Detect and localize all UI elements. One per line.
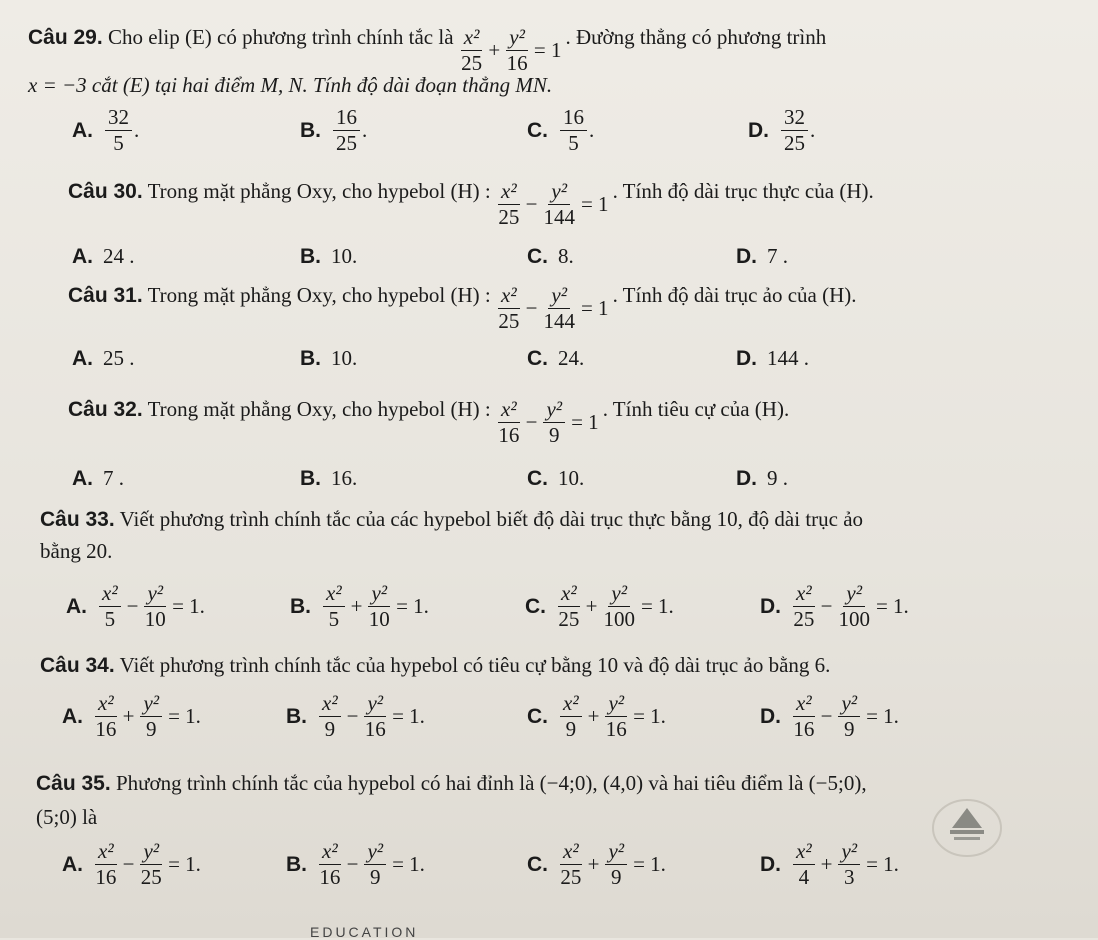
question-text: Cho elip (E) có phương trình chính tắc là [107, 25, 454, 49]
question-text-cont: . Tính độ dài trục ảo của (H). [612, 283, 857, 307]
equation: $\frac{\text{x²}}{25}$ − $\frac{\text{y²}}{144}$ = 1 [498, 283, 609, 334]
q29-option-b[interactable]: B. $\frac{16}{25}$ . [300, 105, 368, 156]
q32-option-b[interactable]: B. 16. [300, 466, 358, 490]
q30-option-c[interactable]: C. 8. [527, 244, 574, 268]
question-31 [68, 282, 857, 333]
q29-option-c[interactable]: C. $\frac{16}{5}$ . [527, 105, 595, 156]
q31-option-d[interactable]: D. 144 . [736, 346, 809, 370]
q35-option-b[interactable]: B. $\frac{\text{x²}}{16}$ − $\frac{\text{y²}}{9}$ = 1. [286, 839, 425, 890]
q30-option-a[interactable]: A. 24 . [72, 244, 135, 268]
question-29 [28, 24, 826, 75]
question-text: Trong mặt phẳng Oxy, cho hypebol (H) : [147, 397, 491, 421]
q30-option-b[interactable]: B. 10. [300, 244, 358, 268]
q35-option-d[interactable]: D. $\frac{\text{x²}}{4}$ + $\frac{\text{y²}}{3}$ = 1. [760, 839, 899, 890]
question-number: Câu 31. [68, 284, 143, 307]
equation: $\frac{\text{x²}}{16}$ − $\frac{\text{y²}}{9}$ = 1 [498, 397, 599, 448]
question-text: Viết phương trình chính tắc của các hypebol biết độ dài trục thực bằng 10, độ dài trục ảo [119, 507, 864, 531]
q31-option-a[interactable]: A. 25 . [72, 346, 135, 370]
q33-option-a[interactable]: A. $\frac{\text{x²}}{5}$ − $\frac{\text{y²}}{10}$ = 1. [66, 581, 205, 632]
question-32 [68, 396, 789, 447]
q31-option-c[interactable]: C. 24. [527, 346, 585, 370]
question-number: Câu 35. [36, 772, 111, 795]
question-text-cont: . Tính tiêu cự của (H). [602, 397, 790, 421]
question-text-cont: . Đường thẳng có phương trình [565, 25, 827, 49]
question-33 [40, 506, 863, 533]
q32-option-d[interactable]: D. 9 . [736, 466, 788, 490]
q29-option-a[interactable]: A. $\frac{32}{5}$ . [72, 105, 140, 156]
question-text: Trong mặt phẳng Oxy, cho hypebol (H) : [147, 179, 491, 203]
equation: $\frac{\text{x²}}{25}$ − $\frac{\text{y²}}{144}$ = 1 [498, 179, 609, 230]
q35-option-a[interactable]: A. $\frac{\text{x²}}{16}$ − $\frac{\text{y²}}{25}$ = 1. [62, 839, 201, 890]
question-text: Viết phương trình chính tắc của hypebol có tiêu cự bằng 10 và độ dài trục ảo bằng 6. [119, 653, 831, 677]
question-29-line2: x = −3 cắt (E) tại hai điểm M, N. Tính độ dài đoạn thẳng MN. [28, 73, 553, 97]
equation: $\frac{\text{x²}}{25}$ + $\frac{\text{y²}}{16}$ = 1 [461, 25, 562, 76]
q34-option-c[interactable]: C. $\frac{\text{x²}}{9}$ + $\frac{\text{y²}}{16}$ = 1. [527, 691, 666, 742]
question-35 [36, 770, 867, 797]
school-logo-icon [930, 798, 1004, 858]
q29-option-d[interactable]: D. $\frac{32}{25}$ . [748, 105, 816, 156]
question-number: Câu 32. [68, 398, 143, 421]
question-number: Câu 30. [68, 180, 143, 203]
question-35-line2: (5;0) là [36, 805, 98, 829]
question-text: Trong mặt phẳng Oxy, cho hypebol (H) : [147, 283, 491, 307]
question-34 [40, 652, 830, 679]
question-33-line2: bằng 20. [40, 539, 113, 563]
question-number: Câu 34. [40, 654, 115, 677]
question-text: Phương trình chính tắc của hypebol có hai đỉnh là (−4;0), (4,0) và hai tiêu điểm là (−5;0), [115, 771, 867, 795]
question-text-cont: . Tính độ dài trục thực của (H). [612, 179, 874, 203]
q35-option-c[interactable]: C. $\frac{\text{x²}}{25}$ + $\frac{\text{y²}}{9}$ = 1. [527, 839, 666, 890]
q33-option-b[interactable]: B. $\frac{\text{x²}}{5}$ + $\frac{\text{y²}}{10}$ = 1. [290, 581, 429, 632]
q33-option-c[interactable]: C. $\frac{\text{x²}}{25}$ + $\frac{\text{y²}}{100}$ = 1. [525, 581, 674, 632]
footer-watermark: EDUCATION [310, 924, 419, 940]
question-number: Câu 33. [40, 508, 115, 531]
q34-option-d[interactable]: D. $\frac{\text{x²}}{16}$ − $\frac{\text{y²}}{9}$ = 1. [760, 691, 899, 742]
question-number: Câu 29. [28, 26, 103, 49]
q32-option-a[interactable]: A. 7 . [72, 466, 124, 490]
q34-option-a[interactable]: A. $\frac{\text{x²}}{16}$ + $\frac{\text{y²}}{9}$ = 1. [62, 691, 201, 742]
q33-option-d[interactable]: D. $\frac{\text{x²}}{25}$ − $\frac{\text{y²}}{100}$ = 1. [760, 581, 909, 632]
q31-option-b[interactable]: B. 10. [300, 346, 358, 370]
question-30 [68, 178, 874, 229]
q30-option-d[interactable]: D. 7 . [736, 244, 788, 268]
q34-option-b[interactable]: B. $\frac{\text{x²}}{9}$ − $\frac{\text{y²}}{16}$ = 1. [286, 691, 425, 742]
q32-option-c[interactable]: C. 10. [527, 466, 585, 490]
